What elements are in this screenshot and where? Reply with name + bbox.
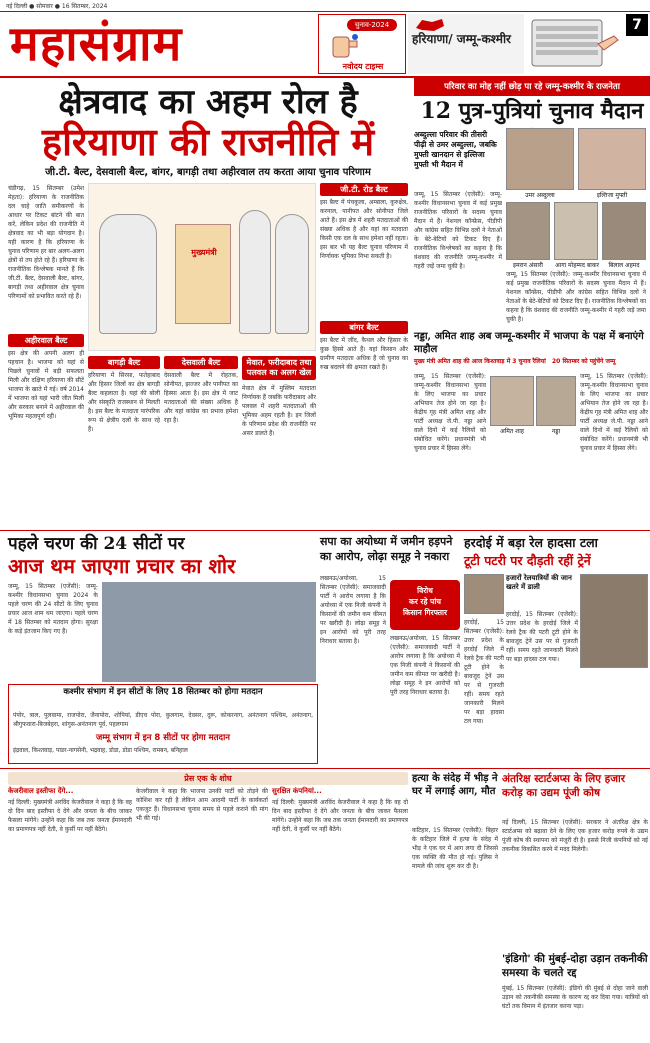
masthead <box>10 14 310 76</box>
lead-subhead: जी.टी. बैल्ट, देसवाली बैल्ट, बांगर, बागड़ी तथा अहीरवाल तय करता आया चुनाव परिणाम <box>45 167 371 178</box>
bottom-text-1: नई दिल्ली: मुख्यमंत्री अरविंद केजरीवाल ने कहा है कि वह दो दिन बाद इस्तीफा दे देंगे और जनता के बीच जाकर फैसला मांगेंगे। उन्होंने कहा कि जब तक जनता ईमानदारी का प्रमाणपत्र नहीं देती, वे कुर्सी पर नहीं बैठेंगे। <box>8 799 132 833</box>
lead-headline-2: हरियाणा की राजनीति में <box>41 119 375 164</box>
bjp-story-text: जम्मू, 15 सितम्बर (एजेंसी): जम्मू-कश्मीर विधानसभा चुनाव के लिए भाजपा का प्रचार अभियान तेज होने जा रहा है। केंद्रीय गृह मंत्री अमित शाह और पार्टी अध्यक्ष जे.पी. नड्डा आने वाले दिनों में कई रैलियों को संबोधित करेंगे। प्रधानमंत्री भी चुनाव प्रचार में हिस्सा लेंगे। <box>414 373 486 452</box>
murder-story-text: कटिहार, 15 सितम्बर (एजेंसी): बिहार के कटिहार जिले में हत्या के संदेह में भीड़ ने एक घर में आग लगा दी जिससे एक व्यक्ति की मौत हो गई। पुलिस ने मामले की जांच शुरू कर दी है। <box>412 827 498 870</box>
startup-headline: अंतरिक्ष स्टार्टअप्स के लिए हजार करोड़ का उद्यम पूंजी कोष <box>502 773 626 799</box>
kashmir-seats-head: कश्मीर संभाग में इन सीटों के लिए 18 सितम्बर को होगा मतदान <box>63 687 263 697</box>
phase-headline-1: पहले चरण की 24 सीटों पर <box>8 534 185 554</box>
cartoon-podium <box>175 224 231 324</box>
bjp-tag-1: मुख्य मंत्री अमित शाह की आज किश्तवाड़ में 3 चुनाव रैलियां <box>414 358 546 365</box>
photo-cap-bilal: बिलाल अहमद <box>608 262 640 269</box>
lower-rule <box>0 768 650 769</box>
train-subhead: हजारों रेलयात्रियों की जान खतरे में डाली <box>506 574 572 591</box>
badge-line-1: विरोध <box>417 586 433 595</box>
ahirwal-belt-head: अहीरवाल बैल्ट <box>8 334 84 347</box>
bjp-story-text-2: जम्मू, 15 सितम्बर (एजेंसी): जम्मू-कश्मीर विधानसभा चुनाव के लिए भाजपा का प्रचार अभियान तेज होने जा रहा है। केंद्रीय गृह मंत्री अमित शाह और पार्टी अध्यक्ष जे.पी. नड्डा आने वाले दिनों में कई रैलियों को संबोधित करेंगे। प्रधानमंत्री भी चुनाव प्रचार में हिस्सा लेंगे। <box>580 373 648 452</box>
jammu-seats-head: जम्मू संभाग में इन 8 सीटों पर होगा मतदान <box>95 733 230 743</box>
page-number: 7 <box>626 14 648 36</box>
bangar-belt-text: इस बैल्ट में जींद, कैथल और हिसार के कुछ हिस्से आते हैं। यहां किसान और ग्रामीण मतदाता अधिक हैं जो चुनाव का रुख बदलने की क्षमता रखते हैं। <box>320 337 408 371</box>
lead-intro-text: चंडीगढ़, 15 सितम्बर (उमेश मेहता): हरियाणा के राजनीतिक दल चाहे जाति समीकरणों के आधार पर टिकट बांटने की बात करें, लेकिन प्रदेश की राजनीति में क्षेत्रवाद का भी बड़ा योगदान है। यही कारण है कि हरियाणा के चुनाव परिणाम हर बार अलग-अलग क्षेत्रों से तय होते रहे हैं। हरियाणा के राजनीतिक विश्लेषक मानते हैं कि जी.टी. बैल्ट, देसवाली बैल्ट, बांगर, बागड़ी तथा अहीरवाल क्षेत्र चुनाव परिणामों को प्रभावित करते रहे हैं। <box>8 185 84 300</box>
photo-imran-ansari <box>506 202 550 260</box>
date-text: नई दिल्ली ● सोमवार ● 16 सितम्बर, 2024 <box>6 3 108 10</box>
photo-cap-nadda: नड्डा <box>551 428 561 435</box>
photo-cap-imran: इमरान अंसारी <box>513 262 543 269</box>
kashmir-seats-list: पंपोर, त्राल, पुलवामा, राजपोरा, जैनापोरा, शोपियां, डीएच पोरा, कुलगाम, देवसर, दूरू, कोकरनाग, अनंतनाग पश्चिम, अनंतनाग, श्रीगुफवारा-बिजबेहरा, शांगुस-अनंतनाग पूर्व, पहलगाम <box>13 712 313 728</box>
deswali-belt-text: देसवाली बैल्ट में रोहतक, सोनीपत, झज्जर और पानीपत का हिस्सा आता है। इस क्षेत्र में जाट मतदाताओं की संख्या अधिक है और यहां कांग्रेस का प्रभाव हमेशा रहा है। <box>164 372 238 424</box>
train-headline-2: टूटी पटरी पर दौड़ती रहीं ट्रेनें <box>464 553 591 568</box>
train-story-text: हरदोई, 15 सितम्बर (एजेंसी): उत्तर प्रदेश के हरदोई जिले में रेलवे ट्रैक की पटरी टूटी होने के बावजूद ट्रेनें उस पर से गुजरती रहीं। समय रहते जानकारी मिलने पर बड़ा हादसा टल गया। <box>506 611 578 663</box>
murder-headline: हत्या के संदेह में भीड़ ने घर में लगाई आग, मौत <box>412 773 498 797</box>
gt-belt-head: जी.टी. रोड बैल्ट <box>320 183 408 196</box>
badge-line-2: कर रहे पांच <box>408 597 442 606</box>
phase-story-text: जम्मू, 15 सितम्बर (एजेंसी): जम्मू-कश्मीर विधानसभा चुनाव 2024 के पहले चरण की 24 सीटों के लिए चुनाव प्रचार आज शाम थम जाएगा। पहले चरण में 18 सितम्बर को मतदान होगा। सुरक्षा के कड़े इंतजाम किए गए हैं। <box>8 583 98 635</box>
deswali-belt-head: देसवाली बैल्ट <box>164 356 238 369</box>
gt-belt-text: इस बैल्ट में पंचकूला, अम्बाला, कुरुक्षेत्र, करनाल, पानीपत और सोनीपत जिले आते हैं। इस क्षेत्र में शहरी मतदाताओं की संख्या अधिक है और यहां का मतदाता किसी एक दल के साथ हमेशा नहीं रहता। इस बार भी यह बैल्ट चुनाव परिणाम में निर्णायक भूमिका निभा सकती है। <box>320 199 408 260</box>
evm-graphic <box>528 14 622 74</box>
photo-cap-iltija: इल्तिजा मुफ्ती <box>596 192 628 199</box>
jk-family-headline: 12 पुत्र-पुत्रियां चुनाव मैदान <box>420 98 644 124</box>
ahirwal-belt-text: इस क्षेत्र की अपनी अलग ही पहचान है। भाजपा को यहां से पिछले चुनावों में बड़ी सफलता मिली और दक्षिण हरियाणा की सीटें भाजपा के खाते में गई। वर्ष 2014 में भाजपा को यहां भारी जीत मिली और सरकार बनाने में अहीरवाल की भूमिका महत्वपूर्ण रही। <box>8 350 84 420</box>
mid-rule <box>0 530 650 531</box>
jammu-seats-list: इंद्रवाल, किश्तवाड़, पाडर-नागसेनी, भद्रवाह, डोडा, डोडा पश्चिम, रामबन, बनिहाल <box>13 747 188 754</box>
state-label-box <box>408 14 524 74</box>
bottom-text-3: नई दिल्ली: मुख्यमंत्री अरविंद केजरीवाल ने कहा है कि वह दो दिन बाद इस्तीफा दे देंगे और जनता के बीच जाकर फैसला मांगेंगे। उन्होंने कहा कि जब तक जनता ईमानदारी का प्रमाणपत्र नहीं देती, वे कुर्सी पर नहीं बैठेंगे। <box>272 799 408 833</box>
election-logo <box>318 14 406 74</box>
indigo-headline: 'इंडिगो' की मुंबई-दोहा उड़ान तकनीकी समस्या के चलते रद्द <box>502 953 648 979</box>
cartoon-figure-right-1 <box>239 210 271 334</box>
photo-iltija-mufti <box>578 128 646 190</box>
phase-headline-2: आज थम जाएगा प्रचार का शोर <box>8 554 236 578</box>
masthead-title: महासंग्राम <box>10 16 183 72</box>
jk-story-text: जम्मू, 15 सितम्बर (एजेंसी): जम्मू-कश्मीर विधानसभा चुनाव में कई प्रमुख राजनीतिक परिवारों के सदस्य चुनाव मैदान में हैं। नेशनल कॉन्फ्रेंस, पीडीपी और कांग्रेस सहित विभिन्न दलों ने नेताओं के बेटे-बेटियों को टिकट दिए हैं। राजनीतिक विश्लेषकों का कहना है कि वंशवाद की राजनीति जम्मू-कश्मीर में गहरी जड़ें जमा चुकी है। <box>414 191 502 270</box>
photo-rail-track <box>580 574 648 668</box>
bjp-tag-2: 20 सितम्बर को पहुंचेंगे जम्मू <box>552 358 616 365</box>
startup-story-text: नई दिल्ली, 15 सितम्बर (एजेंसी): सरकार ने अंतरिक्ष क्षेत्र के स्टार्टअप्स को बढ़ावा देने के लिए एक हजार करोड़ रुपये के उद्यम पूंजी कोष की स्थापना को मंजूरी दी है। इससे निजी कंपनियों को नई तकनीक विकसित करने में मदद मिलेगी। <box>502 819 648 853</box>
indigo-story-text: मुंबई, 15 सितम्बर (एजेंसी): इंडिगो की मुंबई से दोहा जाने वाली उड़ान को तकनीकी समस्या के कारण रद्द कर दिया गया। यात्रियों को घंटों तक विमान में इंतजार करना पड़ा। <box>502 985 648 1010</box>
train-story-text-2: हरदोई, 15 सितम्बर (एजेंसी): उत्तर प्रदेश के हरदोई जिले में रेलवे ट्रैक की पटरी टूटी होने के बावजूद ट्रेनें उस पर से गुजरती रहीं। समय रहते जानकारी मिलने पर बड़ा हादसा टल गया। <box>464 619 504 725</box>
photo-nadda <box>536 376 576 426</box>
sp-story-text-2: लखनऊ/अयोध्या, 15 सितम्बर (एजेंसी): समाजवादी पार्टी ने आरोप लगाया है कि अयोध्या में एक निजी कंपनी ने किसानों की जमीन कम कीमत पर खरीदी है। लोढ़ा समूह ने इन आरोपों को पूरी तरह निराधार बताया है। <box>390 635 460 696</box>
india-map-icon <box>412 18 446 32</box>
photo-bilal-ahmad <box>602 202 646 260</box>
state-label: हरियाणा/ जम्मू-कश्मीर <box>412 32 511 46</box>
sp-headline: सपा का अयोध्या में जमीन हड़पने का आरोप, लोढ़ा समूह ने नकारा <box>320 535 453 563</box>
photo-amit-shah <box>490 376 534 426</box>
photo-omar-abdullah <box>506 128 574 190</box>
mewat-belt-head: मेवात, फरीदाबाद तथा पलवल का अलग खेल <box>242 356 316 380</box>
photo-cap-aga: आगा मोहम्मद बाकर <box>555 262 599 269</box>
bangar-belt-head: बांगर बैल्ट <box>320 321 408 334</box>
mewat-belt-text: मेवात क्षेत्र में मुस्लिम मतदाता निर्णायक हैं जबकि फरीदाबाद और पलवल में शहरी मतदाताओं की भूमिका अहम रहती है। इन जिलों के परिणाम प्रदेश की राजनीति पर असर डालते हैं। <box>242 385 316 437</box>
jk-family-strip: परिवार का मोह नहीं छोड़ पा रहे जम्मू-कश्मीर के राजनेता <box>414 78 650 96</box>
badge-line-3: किसान गिरफ्तार <box>402 608 448 617</box>
farmers-arrested-badge <box>390 580 460 630</box>
bjp-story-headline: नड्डा, अमित शाह अब जम्मू-कश्मीर में भाजपा के पक्ष में बनाएंगे माहौल <box>414 331 644 355</box>
logo-sub: नवोदय टाइम्स <box>342 62 384 71</box>
photo-cap-shah: अमित शाह <box>500 428 524 435</box>
bottom-sub-2: सुरक्षित कंपनियां... <box>272 787 322 795</box>
logo-badge: चुनाव-2024 <box>347 19 397 31</box>
jk-story-text-2: जम्मू, 15 सितम्बर (एजेंसी): जम्मू-कश्मीर विधानसभा चुनाव में कई प्रमुख राजनीतिक परिवारों के सदस्य चुनाव मैदान में हैं। नेशनल कॉन्फ्रेंस, पीडीपी और कांग्रेस सहित विभिन्न दलों ने नेताओं के बेटे-बेटियों को टिकट दिए हैं। राजनीतिक विश्लेषकों का कहना है कि वंशवाद की राजनीति जम्मू-कश्मीर में गहरी जड़ें जमा चुकी है। <box>506 271 646 323</box>
cartoon-figure-right-2 <box>275 214 309 334</box>
train-headline-1: हरदोई में बड़ा रेल हादसा टला <box>464 535 598 550</box>
bottom-text-2: केजरीवाल ने कहा कि भाजपा उनकी पार्टी को तोड़ने की कोशिश कर रही है लेकिन आम आदमी पार्टी के कार्यकर्ता एकजुट हैं। विधानसभा चुनाव समय से पहले कराने की मांग भी की गई। <box>136 788 268 822</box>
sp-story-text: लखनऊ/अयोध्या, 15 सितम्बर (एजेंसी): समाजवादी पार्टी ने आरोप लगाया है कि अयोध्या में एक निजी कंपनी ने किसानों की जमीन कम कीमत पर खरीदी है। लोढ़ा समूह ने इन आरोपों को पूरी तरह निराधार बताया है। <box>320 575 386 645</box>
bottom-sub-1: केजरीवाल इस्तीफा देंगे... <box>8 787 74 795</box>
cartoon-figure-left <box>99 214 157 334</box>
hand-ballot-icon <box>325 31 365 61</box>
photo-cap-omar: उमर अब्दुल्ला <box>525 192 555 199</box>
bagri-belt-text: हरियाणा में सिरसा, फतेहाबाद और हिसार जिलों का क्षेत्र बागड़ी बैल्ट कहलाता है। यहां की बोली और संस्कृति राजस्थान से मिलती है। इस बैल्ट के मतदाता पारंपरिक रूप से क्षेत्रीय दलों के साथ रहे हैं। <box>88 372 160 433</box>
bagri-belt-head: बागड़ी बैल्ट <box>88 356 160 369</box>
date-line <box>0 0 650 12</box>
photo-aga-baqar <box>554 202 598 260</box>
evm-machine-icon <box>528 14 622 74</box>
lead-headline-1: क्षेत्रवाद का अहम रोल है <box>58 82 358 122</box>
bottom-left-head: प्रेस एक के शोध <box>8 772 408 785</box>
photo-train-inset <box>464 574 504 614</box>
political-cartoon <box>88 183 316 351</box>
photo-evm-preparation <box>102 582 316 682</box>
polling-seats-box <box>8 684 318 764</box>
cartoon-label: मुख्यमंत्री <box>191 248 217 257</box>
jk-quote: अब्दुल्ला परिवार की तीसरी पीढ़ी से उमर अब्दुल्ला, जबकि मुफ्ती खानदान से इल्तिजा मुफ्ती भी मैदान में <box>414 130 497 169</box>
